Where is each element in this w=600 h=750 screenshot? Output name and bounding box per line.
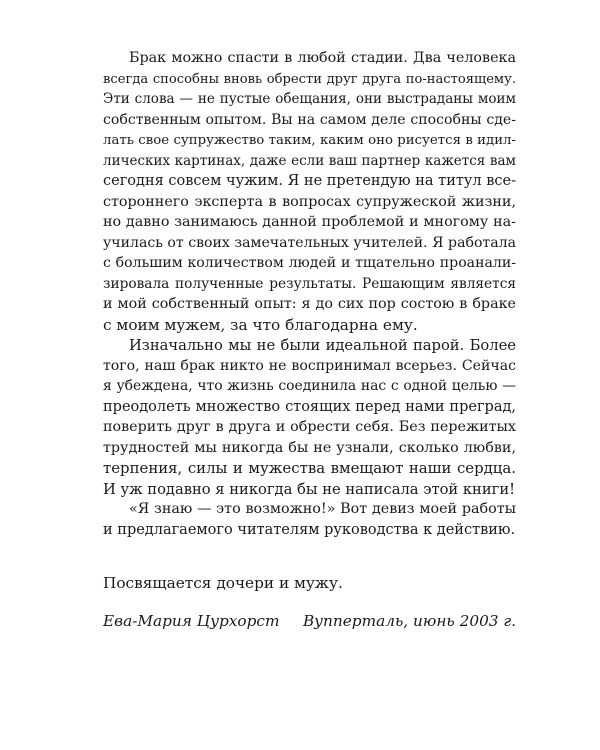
text-line: и предлагаемого читателям руководства к действию. (103, 521, 516, 538)
text-line: преодолеть множество стоящих перед нами преград, (103, 398, 516, 415)
text-line: Изначально мы не были идеальной парой. Более (129, 337, 516, 354)
text-line: но давно занимаюсь данной проблемой и многому на- (103, 214, 516, 230)
text-line: училась от своих замечательных учителей. Я работала (103, 234, 516, 251)
text-line: «Я знаю — это возможно!» Вот девиз моей работы (129, 501, 516, 517)
text-line: Брак можно спасти в любой стадии. Два человека (129, 50, 516, 66)
author-signature: Ева-Мария Цурхорст (103, 612, 280, 630)
text-line: сегодня совсем чужим. Я не претендую на титул все- (103, 173, 517, 189)
text-line: поверить друг в друга и обрести себя. Без пережитых (103, 419, 516, 435)
text-line: трудностей мы никогда бы не узнали, сколько любви, (103, 439, 516, 456)
text-line: с большим количеством людей и тщательно проанали- (103, 255, 516, 271)
text-line: И уж подавно я никогда бы не написала этой книги! (103, 480, 516, 498)
text-line: того, наш брак никто не воспринимал всерьез. Сейчас (103, 357, 516, 374)
dedication-line: Посвящается дочери и мужу. (103, 574, 343, 592)
text-line: зировала полученные результаты. Решающим является (103, 275, 516, 292)
text-line: терпения, силы и мужества вмещают наши сердца. (103, 459, 516, 477)
text-line: с моим мужем, за что благодарна ему. (103, 315, 418, 334)
text-line: и мой собственный опыт: я до сих пор состою в браке (103, 296, 516, 312)
text-line: лать свое супружество таким, каким оно рисуется в идил- (103, 133, 516, 148)
text-line: лических картинах, даже если ваш партнер кажется вам (103, 152, 516, 169)
text-line: всегда способны вновь обрести друг друга по-настоящему. (103, 71, 516, 87)
text-line: я убеждена, что жизнь соединила нас с одной целью — (103, 378, 516, 394)
text-line: собственным опытом. Вы на самом деле способны сде- (103, 111, 516, 128)
text-line: стороннего эксперта в вопросах супружеской жизни, (103, 193, 516, 210)
text-line: Эти слова — не пустые обещания, они выстраданы моим (103, 91, 516, 107)
place-date: Вупперталь, июнь 2003 г. (302, 612, 516, 630)
